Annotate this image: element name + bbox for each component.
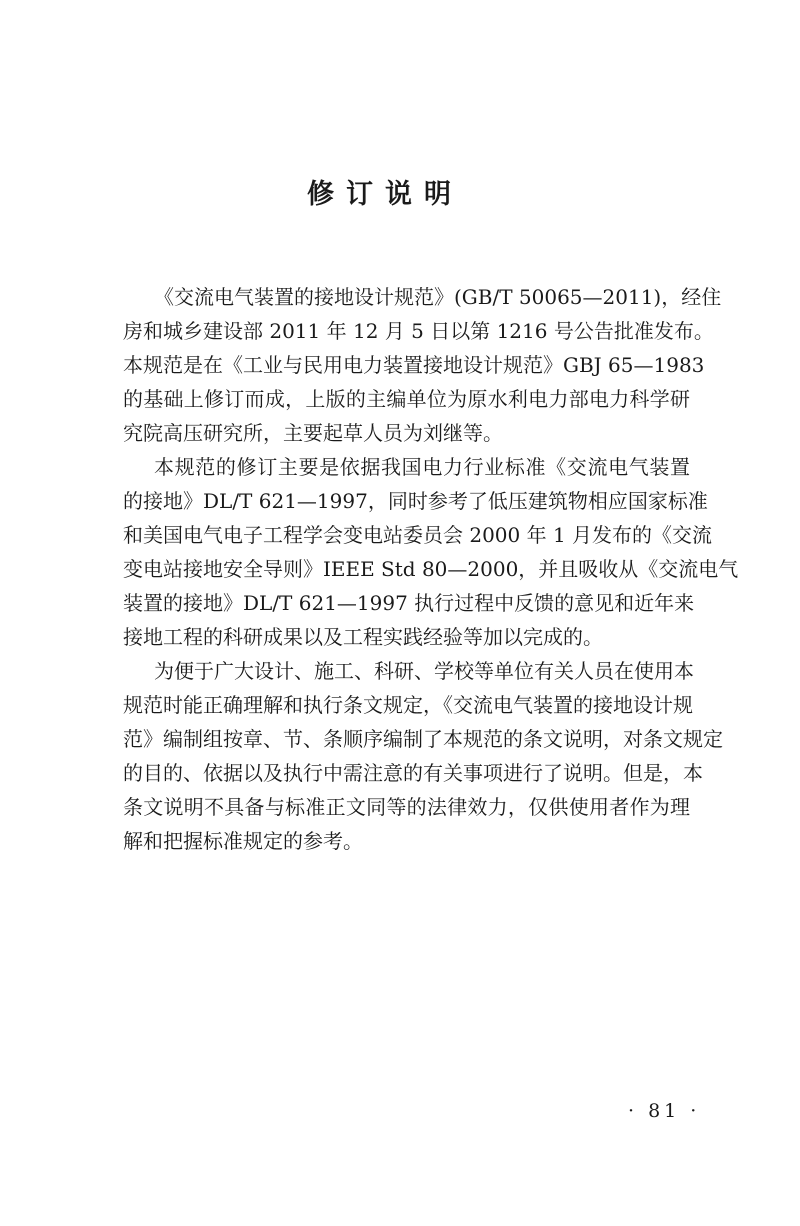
text-line: 本规范是在《工业与民用电力装置接地设计规范》GBJ 65—1983 <box>123 353 705 377</box>
text-line: 和美国电气电子工程学会变电站委员会 2000 年 1 月发布的《交流 <box>123 523 713 547</box>
text-line: 范》编制组按章、节、条顺序编制了本规范的条文说明，对条文规定 <box>123 727 723 751</box>
paragraph-1 <box>123 280 722 450</box>
text-line: 《交流电气装置的接地设计规范》(GB/T 50065—2011)，经住 <box>154 285 722 309</box>
text-line: 装置的接地》DL/T 621—1997 执行过程中反馈的意见和近年来 <box>123 591 695 615</box>
text-line: 接地工程的科研成果以及工程实践经验等加以完成的。 <box>123 625 603 649</box>
text-line: 条文说明不具备与标准正文同等的法律效力，仅供使用者作为理 <box>123 795 690 819</box>
paragraph-2 <box>123 450 739 654</box>
text-line: 规范时能正确理解和执行条文规定，《交流电气装置的接地设计规 <box>123 693 693 717</box>
text-line: 本规范的修订主要是依据我国电力行业标准《交流电气装置 <box>154 455 690 479</box>
text-line: 解和把握标准规定的参考。 <box>123 829 363 853</box>
page-title: 修订说明 <box>307 179 463 210</box>
text-line: 究院高压研究所，主要起草人员为刘继等。 <box>123 421 503 445</box>
text-line: 的基础上修订而成，上版的主编单位为原水利电力部电力科学研 <box>123 387 690 411</box>
text-line: 变电站接地安全导则》IEEE Std 80—2000，并且吸收从《交流电气 <box>123 557 739 581</box>
paragraph-3 <box>123 654 723 858</box>
text-line: 的接地》DL/T 621—1997，同时参考了低压建筑物相应国家标准 <box>123 489 708 513</box>
text-line: 房和城乡建设部 2011 年 12 月 5 日以第 1216 号公告批准发布。 <box>123 319 714 343</box>
page-number: · 81 · <box>628 1100 701 1122</box>
document-body <box>123 280 739 858</box>
text-line: 的目的、依据以及执行中需注意的有关事项进行了说明。但是，本 <box>123 761 703 785</box>
text-line: 为便于广大设计、施工、科研、学校等单位有关人员在使用本 <box>154 659 694 683</box>
